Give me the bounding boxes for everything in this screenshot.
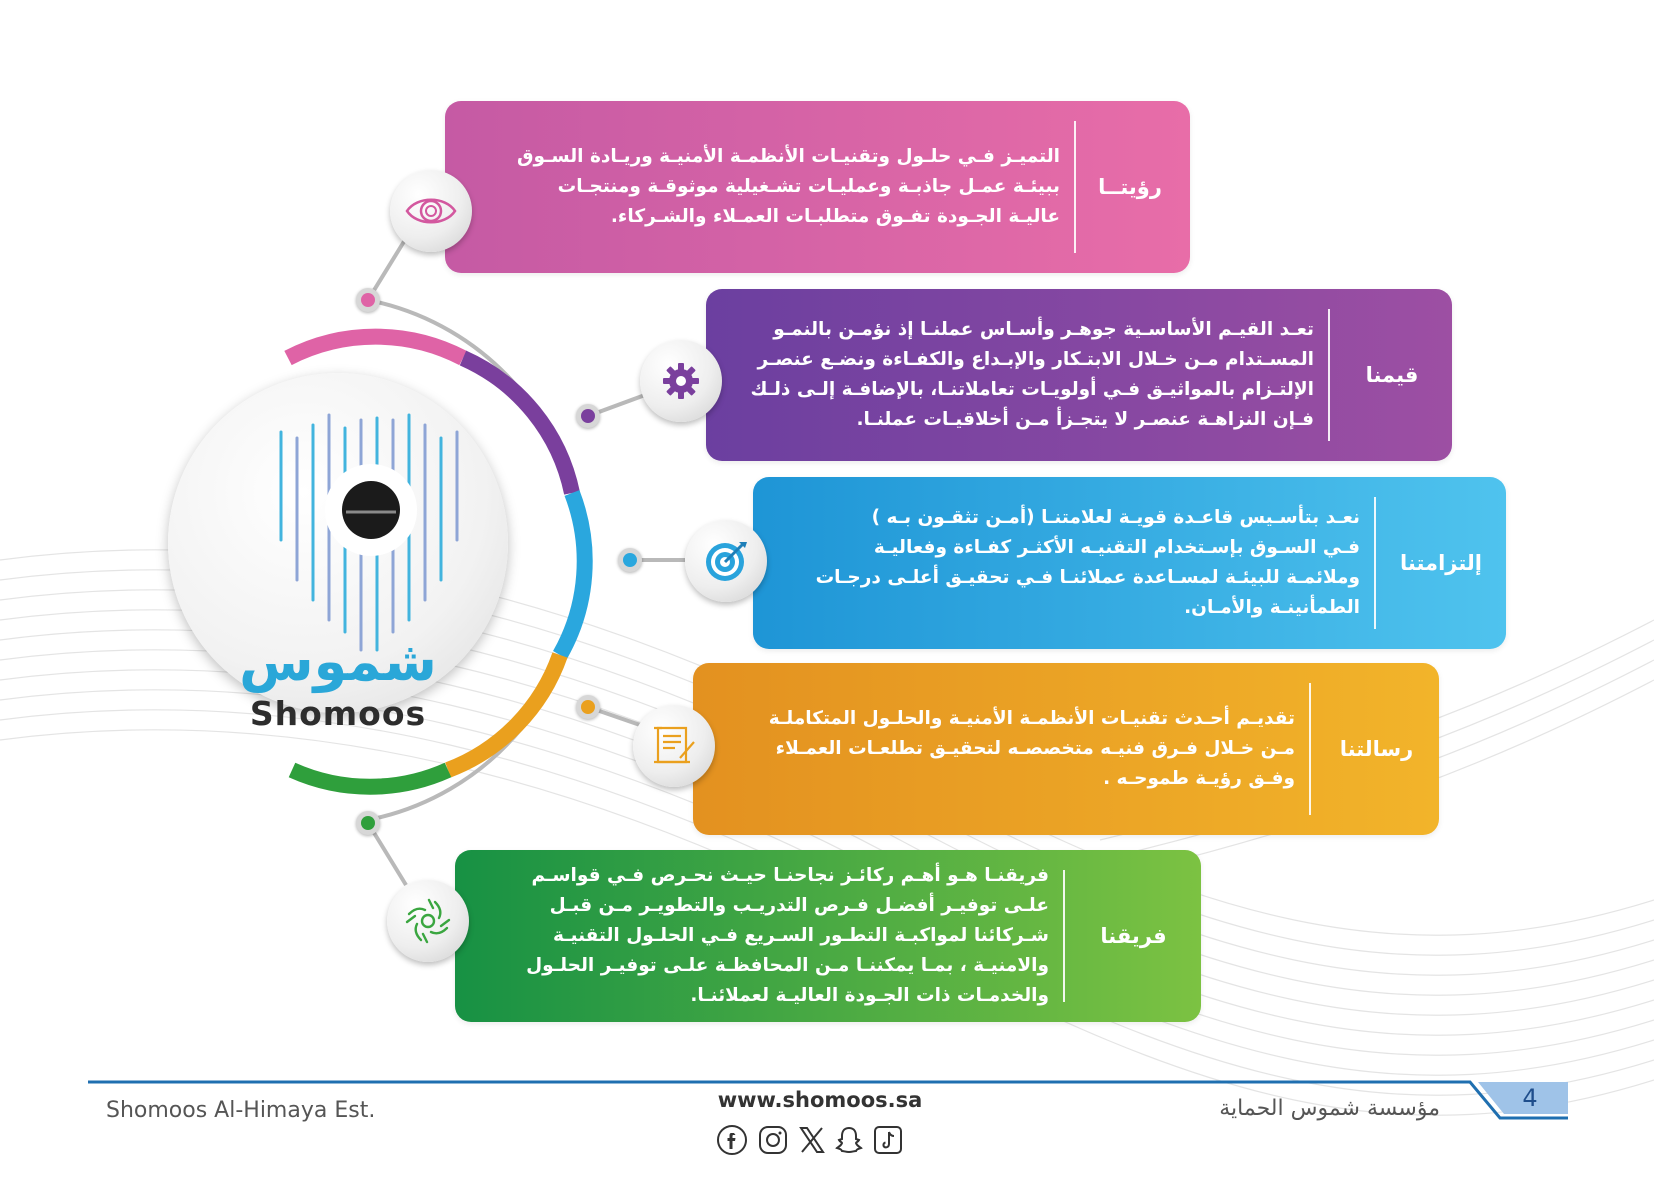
instagram-icon[interactable] (757, 1124, 789, 1156)
team-text (479, 850, 1049, 1022)
vision-line: عاليـة الجـودة تفـوق متطلبـات العمـلاء والشـركاء. (610, 206, 1060, 227)
logo-arabic-text: شموس (239, 630, 437, 693)
logo-english-text: Shomoos (249, 694, 427, 733)
mission-line: تقديـم أحـدث تقنيـات الأنظمـة الأمنيـة والحلـول المتكاملـة (768, 708, 1295, 729)
vision-card (445, 101, 1190, 273)
vision-line: ببيئـة عمـل جاذبـة وعمليـات تشـغيلية موثوقـة ومنتجـات (557, 176, 1060, 197)
mission-line: وفـق رؤيـة طموحـه . (1103, 768, 1295, 789)
values-card (706, 289, 1452, 461)
commitment-line: وملائمـة للبيئـة لمسـاعدة عملائنـا فـي تحقيـق أعلـى درجـات (815, 567, 1360, 588)
mission-title: رسالتنا (1339, 737, 1414, 761)
footer-website[interactable]: www.shomoos.sa (717, 1088, 923, 1112)
commitment-line: نعـد بتأسـيس قاعـدة قويـة لعلامتنـا (أمـن تثقـون بـه ) (871, 507, 1360, 528)
mission-icon-circle (633, 705, 715, 787)
team-title: فريقنا (1100, 924, 1167, 948)
tiktok-icon[interactable] (872, 1124, 904, 1156)
target-icon (703, 538, 749, 584)
commitment-line: الطمأنينـة والأمـان. (1184, 597, 1360, 618)
values-text (724, 289, 1314, 461)
connector-dot-team (356, 811, 380, 835)
team-line: والخدمـات ذات الجـودة العاليـة لعملائنـا. (690, 985, 1049, 1006)
connector-dot-vision (356, 288, 380, 312)
commitment-text (770, 477, 1360, 649)
values-line: المسـتدام مـن خـلال الابتـكار والإبـداع والكفـاءة ونضـع عنصـر (757, 349, 1314, 370)
vision-divider (1074, 121, 1076, 253)
team-divider (1063, 870, 1065, 1002)
values-line: فـإن النزاهـة عنصـر لا يتجـزأ مـن أخلاقيـات عملنـا. (856, 409, 1314, 430)
connector-dot-commitment (618, 548, 642, 572)
teamwork-icon (403, 896, 453, 946)
page-number: 4 (1522, 1084, 1538, 1112)
mission-card (693, 663, 1439, 835)
mission-line: مـن خـلال فـرق فنيـه متخصصـه لتحقيـق تطلعـات العمـلاء (775, 738, 1295, 759)
mission-divider (1309, 683, 1311, 815)
vision-text (500, 101, 1060, 273)
facebook-icon[interactable] (716, 1124, 748, 1156)
team-line: فريقنـا هـو أهـم ركائـز نجاحنـا حيـث نحـرص فـي قواسـم (531, 865, 1049, 886)
team-line: والامنيـة ، بمـا يمكننـا مـن المحافظـة علـى توفيـر الحلـول (526, 955, 1049, 976)
vision-title: رؤيتــا (1098, 175, 1162, 199)
values-line: الإلتـزام بالمواثيـق فـي أولويـات تعاملاتنـا، بالإضافـة إلـى ذلـك (750, 379, 1314, 400)
values-line: تعـد القيـم الأساسـية جوهـر وأسـاس عملنـا إذ نؤمـن بالنمـو (773, 319, 1314, 340)
snapchat-icon[interactable] (833, 1124, 865, 1156)
vision-icon-circle (390, 170, 472, 252)
values-title: قيمنا (1365, 363, 1419, 387)
gear-icon (661, 361, 701, 401)
vision-line: التميـز فـي حلـول وتقنيـات الأنظمـة الأمنيـة وريـادة السـوق (516, 146, 1060, 167)
eye-icon (405, 194, 457, 228)
commitment-icon-circle (685, 520, 767, 602)
values-divider (1328, 309, 1330, 441)
values-icon-circle (640, 340, 722, 422)
commitment-line: فـي السـوق بإسـتخدام التقنيـه الأكثـر كفـاءة وفعاليـة (873, 537, 1360, 558)
team-line: شـركائنا لمواكبـة التطـور السـريع فـي الحلـول التقنيـة (552, 925, 1049, 946)
scroll-icon (650, 724, 698, 768)
commitment-divider (1374, 497, 1376, 629)
team-icon-circle (387, 880, 469, 962)
connector-dot-mission (576, 695, 600, 719)
connector-dot-values (576, 404, 600, 428)
team-line: علـى توفيـر أفضـل فـرص التدريـب والتطويـر مـن قبـل (549, 895, 1049, 916)
commitment-title: إلتزامتنا (1400, 551, 1482, 575)
team-card (455, 850, 1201, 1022)
x-icon[interactable] (796, 1124, 828, 1156)
commitment-card (753, 477, 1506, 649)
footer-company-en: Shomoos Al-Himaya Est. (106, 1098, 376, 1123)
mission-text (715, 663, 1295, 835)
footer-company-ar: مؤسسة شموس الحماية (1219, 1096, 1440, 1121)
